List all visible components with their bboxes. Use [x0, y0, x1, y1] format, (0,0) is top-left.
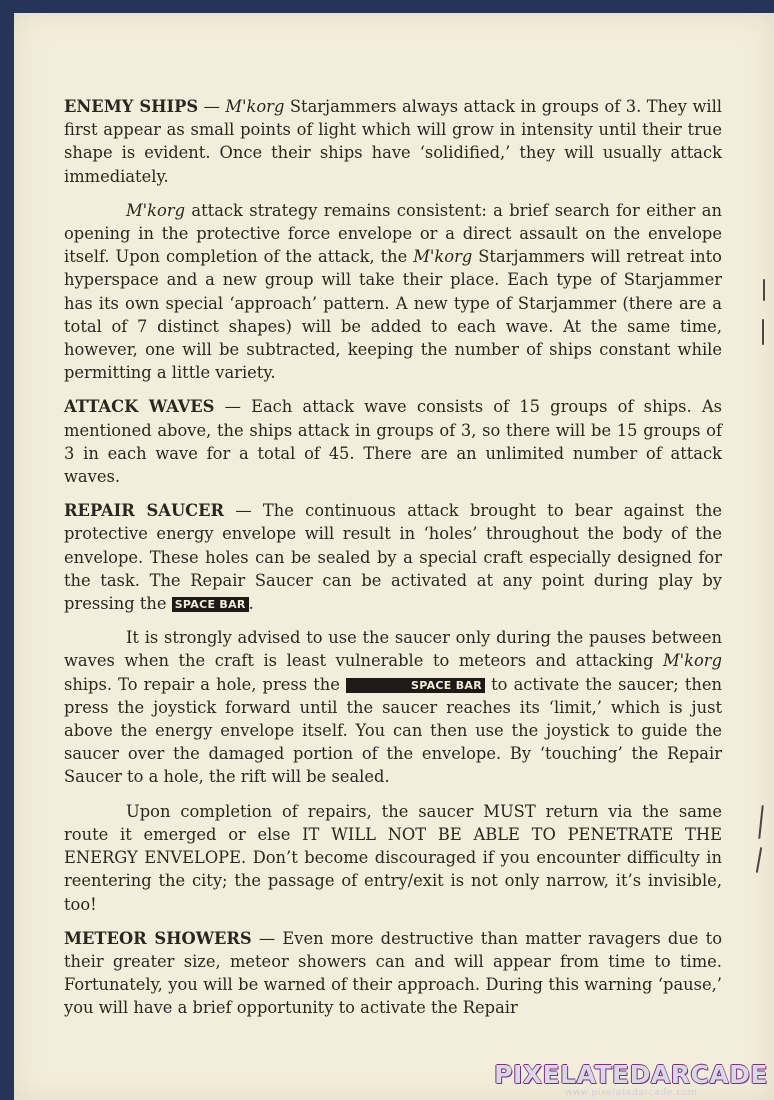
text: — The continuous attack brought to bear against the protective energy envelope will result in ‘holes’ throughout the body of the envelope. These holes can be sealed by a special craft especially designed for the task. The Repair Saucer can be activated at any point during play by pressing the — [64, 501, 722, 614]
watermark-brand: PIXELATEDARCADE — [494, 1060, 768, 1089]
margin-mark — [762, 319, 764, 345]
page-text — [64, 95, 722, 1031]
text: It is strongly advised to use the saucer only during the pauses between waves when the craft is least vulnerable to meteors and attacking — [64, 628, 722, 671]
text: ships. To repair a hole, press the — [64, 674, 347, 694]
text: . — [248, 594, 254, 614]
watermark-url: www.pixelatedarcade.com — [564, 1088, 698, 1098]
paragraph-meteor-showers — [64, 927, 722, 1020]
text: Starjammers always attack in groups of 3. They will first appear as small points of light which will grow in intensity until their true shape is evident. Once their ships have ‘solidified,’ they will usually attack immediately. — [64, 97, 723, 186]
paragraph-attack-strategy — [64, 199, 722, 385]
text: — Each attack wave consists of 15 groups of ships. As mentioned above, the ships attack in groups of 3, so there will be 15 groups of 3 in each wave for a total of 45. There are an unlimited number of attack waves. — [64, 397, 722, 487]
italic-mkorg: M'korg — [662, 651, 722, 671]
space-bar-key: SPACE BAR — [172, 597, 249, 612]
italic-mkorg: M'korg — [126, 200, 186, 220]
paragraph-enemy-ships — [64, 95, 722, 188]
text: Starjammers will retreat into hyperspace and a new group will take their place. Each type of Starjammer has its own special ‘approach’ pattern. A new type of Starjammer (there are a total of 7 distinct shapes) will be added to each wave. At the same time, however, one will be subtracted, keeping the number of ships constant while permitting a little variety. — [64, 247, 722, 383]
heading-enemy-ships: ENEMY SHIPS — [64, 97, 199, 116]
manual-page — [14, 13, 774, 1100]
paragraph-saucer-return — [64, 800, 722, 916]
text: — Even more destructive than matter ravagers due to their greater size, meteor showers can and will appear from time to time. Fortunately, you will be warned of their approach. During this warning ‘pause,’ you will have a brief opportunity to activate the Repair — [64, 928, 722, 1018]
text: to activate the saucer; then press the joystick forward until the saucer reaches its ‘limit,’ which is just above the energy envelope itself. You can then use the joystick to guide the saucer over the damaged portion of the envelope. By ‘touching’ the Repair Saucer to a hole, the rift will be sealed. — [64, 674, 722, 787]
space-bar-key: SPACE BAR — [346, 678, 485, 693]
heading-attack-waves: ATTACK WAVES — [64, 397, 215, 417]
heading-repair-saucer: REPAIR SAUCER — [64, 501, 225, 521]
margin-mark — [758, 805, 764, 839]
margin-mark — [756, 847, 762, 873]
text: Upon completion of repairs, the saucer MUST return via the same route it emerged or else IT WILL NOT BE ABLE TO PENETRATE THE ENERGY ENVELOPE. Don’t become discouraged if you encounter difficulty in reentering the city; the passage of entry/exit is not only narrow, it’s invisible, too! — [64, 801, 722, 914]
heading-meteor-showers: METEOR SHOWERS — [64, 928, 252, 948]
text: — — [198, 97, 226, 116]
margin-mark — [763, 279, 765, 301]
text: attack strategy remains consistent: a brief search for either an opening in the protective force envelope or a direct assault on the envelope itself. Upon completion of the attack, the — [64, 200, 722, 267]
paragraph-attack-waves — [64, 395, 722, 488]
italic-mkorg: M'korg — [413, 247, 473, 267]
watermark — [494, 1062, 768, 1098]
paragraph-saucer-advice — [64, 626, 722, 788]
paragraph-repair-saucer — [64, 499, 722, 615]
italic-mkorg: M'korg — [225, 97, 285, 116]
